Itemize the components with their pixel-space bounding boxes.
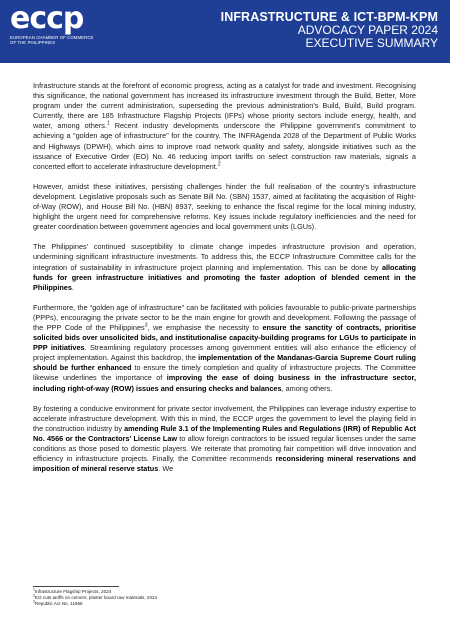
paragraph-4: Furthermore, the “golden age of infrastructure” can be facilitated with policies favourable to public-private partnerships (PPPs), encouraging the private sector to be the main engine for growth and development. Following the passage of the PPP Code of the Philippines$^3$, we emphasise the necessity to ensure the sanctity of contracts, prioritise solicited bids over unsolicited bids, and institutionalise capacity-building programs for LGUs to participate in PPP initiatives. Streamlining regulatory processes among government entities will also enhance the efficiency of project implementation. Against this backdrop, the implementation of the Mandanas-Garcia Supreme Court ruling should be further enhanced to ensure the timely completion and quality of infrastructure projects. The Committee likewise underlines the importance of improving the ease of doing business in the infrastructure sector, including right-of-way (ROW) issues and ensuring checks and balances, among others. <box>33 302 417 393</box>
footnote-divider <box>33 586 119 587</box>
paragraph-3: The Philippines' continued susceptibility to climate change impedes infrastructure provision and operation, undermining significant infrastructure investments. To address this, the ECCP Infrastructure Committee calls for the integration of sustainability in infrastructure project planning and implementation. This can be done by allocating funds for green infrastructure initiatives and promoting the faster adoption of blended cement in the Philippines. <box>33 242 416 292</box>
emphasis-ease-of-business: improving the ease of doing business in the infrastructure sector, including right-of-way (ROW) issues and ensuring checks and balances <box>33 373 416 393</box>
footnote-1: $^1$Infrastructure Flagship Projects, 2024 <box>33 587 112 594</box>
footnote-ref-2: 2 <box>217 161 221 168</box>
paragraph-1: Infrastructure stands at the forefront of economic progress, acting as a catalyst for trade and investment. Recognising this significance, the national government has increased its infrastructure investment through the Build, Better, More program under the current administration, superseding the previous administration's Build, Build, Build program. Currently, there are 185 Infrastructure Flagship Projects (IFPs) whose priority sectors include energy, health, and water, among others.$^1$ Recent industry developments underscore the Philippine government's commitment to achieving a “golden age of infrastructure” for the country. The INFRAgenda 2028 of the Department of Public Works and Highways (DPWH), which aims to improve road network quality and safety, alongside initiatives such as the issuance of Executive Order (EO) No. 46 reducing import tariffs on select construction raw materials, signals a concerted effort to accelerate infrastructure development.$^2$ <box>33 81 416 171</box>
page-header <box>0 0 450 63</box>
body-text <box>33 81 416 484</box>
title-line-1: INFRASTRUCTURE & ICT-BPM-KPM <box>220 10 438 24</box>
footnote-2: $^2$EO cuts tariffs on cement, plaster board raw materials, 2024 <box>33 593 158 600</box>
footnote-ref-1: 1 <box>106 120 110 127</box>
logo-subtitle <box>10 35 94 45</box>
logo-wordmark: eccp <box>10 1 84 36</box>
emphasis-ppp: ensure the sanctity of contracts, prioritise solicited bids over unsolicited bids, and institutionalise capacity-building programs for LGUs to participate in PPP initiatives <box>33 322 417 353</box>
emphasis-mineral-reservations: reconsidering mineral reservations and imposition of mineral reserve status <box>33 454 416 474</box>
eccp-logo <box>10 1 94 60</box>
paragraph-2: However, amidst these initiatives, persisting challenges hinder the full realisation of the country's infrastructure development. Legislative proposals such as Senate Bill No. (SBN) 1537, aimed at facilitating the acquisition of Right-of-Way (ROW), and House Bill No. (HBN) 8937, seeking to enhance the fiscal regime for the local mining industry, highlight the urgent need for comprehensive reforms. Key issues include regulatory inefficiencies and the need for greater coordination between government agencies and local government units (LGUs). <box>33 181 416 232</box>
footnote-ref-3: 3 <box>144 322 148 329</box>
title-line-3: EXECUTIVE SUMMARY <box>305 36 438 50</box>
footnote-3: $^3$Republic Act No. 11966 <box>33 599 83 606</box>
footnotes <box>33 589 363 607</box>
document-title <box>221 10 438 50</box>
emphasis-mandanas: implementation of the Mandanas-Garcia Supreme Court ruling should be further enhanced <box>33 353 416 373</box>
emphasis-contractors-license: amending Rule 3.1 of the Implementing Rules and Regulations (IRR) of Republic Act No. 4566 or the Contractors' License Law <box>33 423 416 443</box>
paragraph-5: By fostering a conducive environment for private sector involvement, the Philippines can leverage industry expertise to accelerate infrastructure development. With this in mind, the ECCP urges the government to level the playing field in the construction industry by amending Rule 3.1 of the Implementing Rules and Regulations (IRR) of Republic Act No. 4566 or the Contractors' License Law to allow foreign contractors to be issued regular licenses under the same conditions as those posed to domestic players. We reiterate that promoting fair competition will drive innovation and efficiency in infrastructure projects. Finally, the Committee recommends reconsidering mineral reservations and imposition of mineral reserve status. We <box>33 403 416 474</box>
logo-subtitle-line-2: OF THE PHILIPPINES <box>10 40 56 45</box>
emphasis-green-infrastructure: allocating funds for green infrastructure initiatives and promoting the faster adoption of blended cement in the Philippines <box>33 262 416 292</box>
title-line-2: ADVOCACY PAPER 2024 <box>297 23 438 37</box>
logo-subtitle-line-1: EUROPEAN CHAMBER OF COMMERCE <box>10 35 94 40</box>
